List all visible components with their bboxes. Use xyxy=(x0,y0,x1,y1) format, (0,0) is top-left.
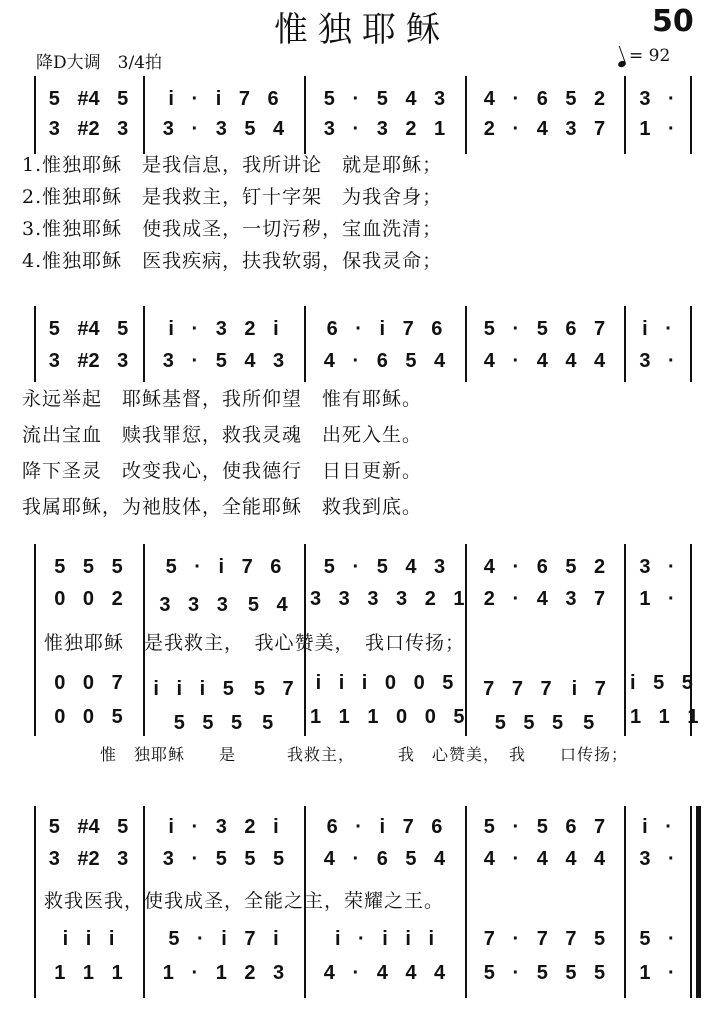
notation-row xyxy=(0,706,724,736)
measure: 0 0 7 xyxy=(54,672,123,694)
measure: 4 · 6 5 4 xyxy=(323,350,446,372)
measure: i · 3 2 i xyxy=(168,816,279,838)
measure: 3 · xyxy=(639,848,675,870)
measure: 5 · 5 6 7 xyxy=(483,318,606,340)
lyric-line: 永远举起 耶稣基督，我所仰望 惟有耶稣。 xyxy=(22,388,423,410)
measure: 3 #2 3 xyxy=(48,848,129,870)
notation-row xyxy=(0,588,724,618)
measure: i · xyxy=(642,318,672,340)
measure: i · i 7 6 xyxy=(168,88,279,110)
measure: 3 #2 3 xyxy=(48,118,129,140)
measure: 6 · i 7 6 xyxy=(326,816,443,838)
measure: 3 · 5 4 3 xyxy=(162,350,285,372)
quarter-note-icon xyxy=(617,60,627,68)
measure: 4 · 4 4 4 xyxy=(323,962,446,984)
measure: 5 5 5 5 xyxy=(494,712,595,734)
measure: 5 · i 7 6 xyxy=(165,556,282,578)
notation-row xyxy=(0,848,724,878)
measure: i · 3 2 i xyxy=(168,318,279,340)
notation-row xyxy=(0,816,724,846)
lyric-line: 惟独耶稣 是我救主， 我心赞美， 我口传扬； xyxy=(44,632,466,654)
measure: 4 · 6 5 4 xyxy=(323,848,446,870)
notation-row xyxy=(0,962,724,992)
measure: 5 · 5 5 5 xyxy=(483,962,606,984)
measure: 5 · 5 4 3 xyxy=(323,88,446,110)
measure: 0 0 5 xyxy=(54,706,123,728)
measure: 3 · xyxy=(639,350,675,372)
measure: 1 1 1 xyxy=(630,706,699,728)
measure: 5 · i 7 i xyxy=(168,928,279,950)
measure: 5 5 5 5 xyxy=(173,712,274,734)
measure: 2 · 4 3 7 xyxy=(483,118,606,140)
notation-row xyxy=(0,318,724,348)
measure: 5 #4 5 xyxy=(48,88,129,110)
lyric-line: 流出宝血 赎我罪愆，救我灵魂 出死入生。 xyxy=(22,424,423,446)
measure: 7 · 7 7 5 xyxy=(483,928,606,950)
measure: 1 · xyxy=(639,588,675,610)
measure: 5 #4 5 xyxy=(48,816,129,838)
measure: 1 1 1 0 0 5 xyxy=(310,706,465,728)
notation-row xyxy=(0,556,724,586)
measure: i 5 5 xyxy=(630,672,693,694)
measure: 1 · xyxy=(639,118,675,140)
measure: 1 · 1 2 3 xyxy=(162,962,285,984)
measure: 3 · 3 2 1 xyxy=(323,118,446,140)
key-signature: 降D大调 3/4拍 xyxy=(36,53,162,73)
measure: 0 0 2 xyxy=(54,588,123,610)
measure: 3 3 3 3 2 1 xyxy=(310,588,465,610)
measure: 4 · 6 5 2 xyxy=(483,556,606,578)
measure: 5 · 5 6 7 xyxy=(483,816,606,838)
measure: 1 · xyxy=(639,962,675,984)
measure: 3 · xyxy=(639,88,675,110)
notation-row xyxy=(0,88,724,118)
measure: i · i i i xyxy=(334,928,435,950)
notation-row xyxy=(0,928,724,958)
measure: i i i xyxy=(62,928,115,950)
lyric-line: 2.惟独耶稣 是我救主，钉十字架 为我舍身； xyxy=(22,186,443,208)
lyric-line: 4.惟独耶稣 医我疾病，扶我软弱，保我灵命； xyxy=(22,250,443,272)
measure: 5 #4 5 xyxy=(48,318,129,340)
measure: 3 · 5 5 5 xyxy=(162,848,285,870)
measure: 4 · 4 4 4 xyxy=(483,848,606,870)
hymn-title: 惟独耶稣 xyxy=(274,10,450,50)
lyric-line: 1.惟独耶稣 是我信息，我所讲论 就是耶稣； xyxy=(22,154,443,176)
measure: 5 · 5 4 3 xyxy=(323,556,446,578)
measure: 6 · i 7 6 xyxy=(326,318,443,340)
measure: 5 5 5 xyxy=(54,556,123,578)
measure: 5 · xyxy=(639,928,675,950)
measure: 3 · 3 5 4 xyxy=(162,118,285,140)
measure: i i i 0 0 5 xyxy=(315,672,454,694)
measure: 1 1 1 xyxy=(54,962,123,984)
measure: 4 · 4 4 4 xyxy=(483,350,606,372)
measure: 4 · 6 5 2 xyxy=(483,88,606,110)
measure: 3 #2 3 xyxy=(48,350,129,372)
lyric-line: 3.惟独耶稣 使我成圣，一切污秽，宝血洗清； xyxy=(22,218,443,240)
measure: 3 3 3 5 4 xyxy=(159,594,288,616)
lower-lyric-line: 惟 独耶稣 是 我救主， 我 心赞美， 我 口传扬； xyxy=(100,745,629,764)
tempo-marking: = 92 xyxy=(618,46,670,66)
hymn-number: 50 xyxy=(652,4,694,39)
notation-row xyxy=(0,118,724,148)
notation-row xyxy=(0,350,724,380)
measure: 2 · 4 3 7 xyxy=(483,588,606,610)
measure: 7 7 7 i 7 xyxy=(483,678,606,700)
lyric-line: 我属耶稣，为祂肢体，全能耶稣 救我到底。 xyxy=(22,496,423,518)
measure: 3 · xyxy=(639,556,675,578)
lyric-line: 救我医我，使我成圣，全能之主，荣耀之王。 xyxy=(44,890,445,912)
lyric-line: 降下圣灵 改变我心，使我德行 日日更新。 xyxy=(22,460,423,482)
measure: i · xyxy=(642,816,672,838)
measure: i i i 5 5 7 xyxy=(153,678,294,700)
notation-row xyxy=(0,672,724,702)
